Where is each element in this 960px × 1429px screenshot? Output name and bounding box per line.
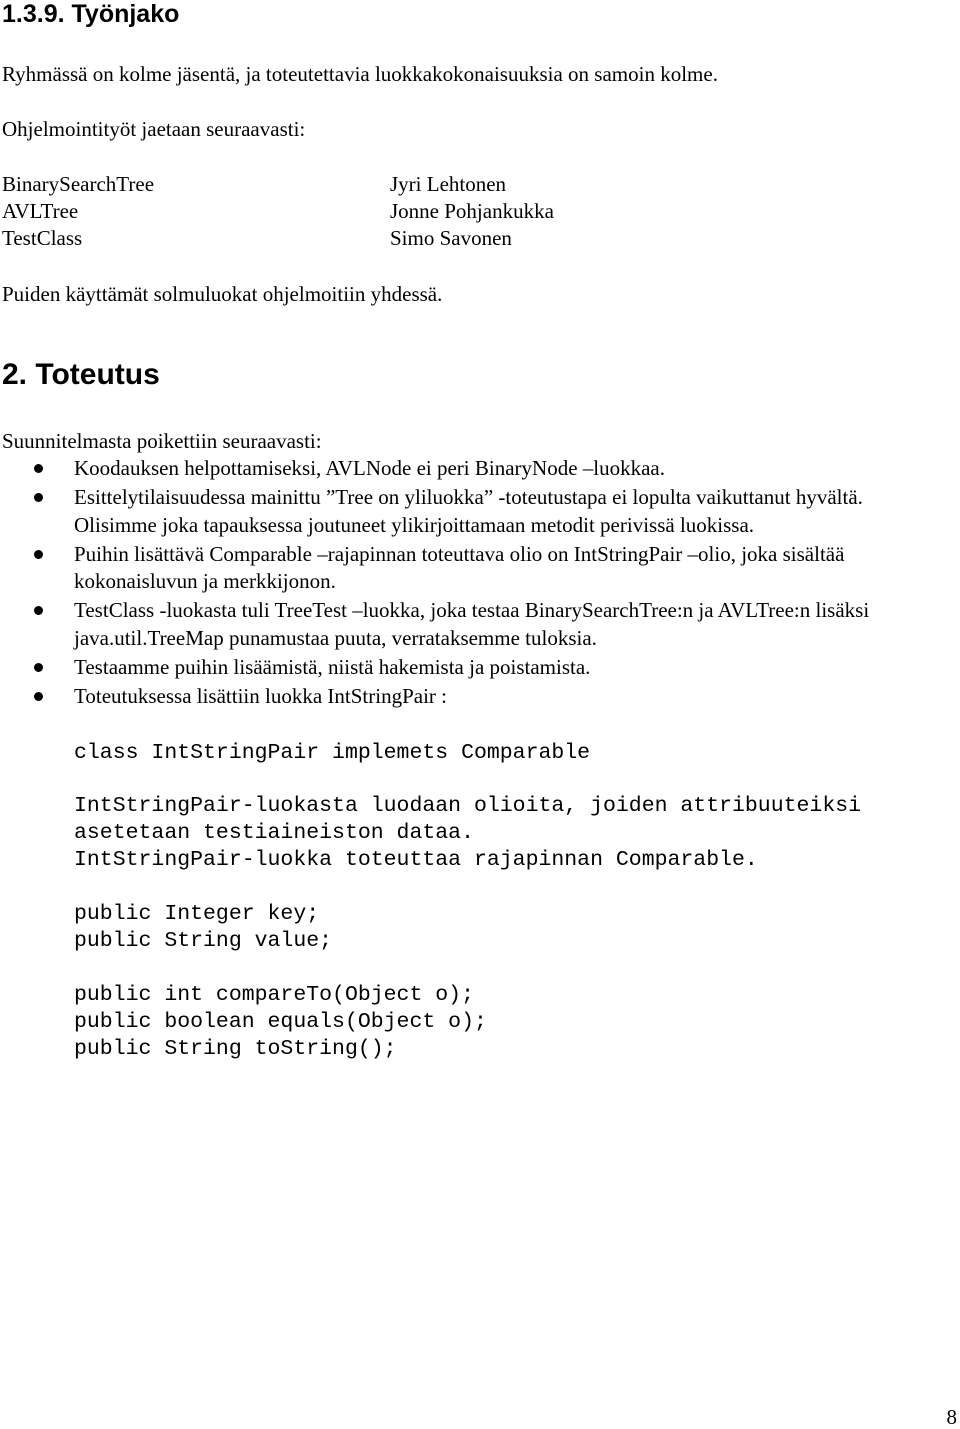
bullet-text: Koodauksen helpottamiseksi, AVLNode ei peri BinaryNode –luokkaa. <box>74 456 665 480</box>
bullet-icon <box>34 606 43 615</box>
code-line: class IntStringPair implemets Comparable <box>74 741 591 765</box>
list-item <box>0 541 944 596</box>
code-methods <box>74 982 487 1063</box>
code-line: public int compareTo(Object o); <box>74 983 474 1007</box>
bullet-text: TestClass -luokasta tuli TreeTest –luokka, joka testaa BinarySearchTree:n ja AVLTree:n lisäksi java.util.TreeMap punamustaa puuta, verrataksemme tuloksia. <box>74 598 870 650</box>
deviation-bullet-list <box>0 455 960 712</box>
code-line: IntStringPair-luokasta luodaan olioita, joiden attribuuteiksi <box>74 794 862 818</box>
shared-node-classes-note: Puiden käyttämät solmuluokat ohjelmoitiin yhdessä. <box>2 282 443 306</box>
code-line: asetetaan testiaineiston dataa. <box>74 821 474 845</box>
section-heading-tyonjako: 1.3.9. Työnjako <box>2 0 180 28</box>
assignment-class-name: BinarySearchTree <box>2 172 155 196</box>
list-item <box>0 597 944 652</box>
assignment-class-name: AVLTree <box>2 199 79 223</box>
assignment-class-name: TestClass <box>2 226 83 250</box>
section-heading-toteutus: 2. Toteutus <box>2 358 160 391</box>
code-line: public String value; <box>74 929 333 953</box>
bullet-text: Esittelytilaisuudessa mainittu ”Tree on yliluokka” -toteutustapa ei lopulta vaikuttanut hyvältä. Olisimme joka tapauksessa joutuneet ylikirjoittamaan metodit perivissä luokissa. <box>74 485 863 537</box>
assignment-lead: Ohjelmointityöt jaetaan seuraavasti: <box>2 117 306 141</box>
bullet-text: Puihin lisättävä Comparable –rajapinnan toteuttava olio on IntStringPair –olio, joka sisältää kokonaisluvun ja merkkijonon. <box>74 541 845 593</box>
bullet-text: Toteutuksessa lisättiin luokka IntStringPair : <box>74 683 447 708</box>
code-line: public String toString(); <box>74 1037 397 1061</box>
bullet-text: Testaamme puihin lisäämistä, niistä hakemista ja poistamista. <box>74 654 591 679</box>
bullet-icon <box>34 464 43 473</box>
bullet-icon <box>34 692 43 701</box>
list-item <box>0 484 944 539</box>
code-line: public boolean equals(Object o); <box>74 1010 487 1034</box>
list-item <box>0 455 944 483</box>
code-line: IntStringPair-luokka toteuttaa rajapinnan Comparable. <box>74 848 758 872</box>
list-item <box>0 683 944 711</box>
assignment-person: Jyri Lehtonen <box>390 172 507 196</box>
bullet-icon <box>34 493 43 502</box>
bullet-icon <box>34 550 43 559</box>
deviation-lead: Suunnitelmasta poikettiin seuraavasti: <box>2 429 322 453</box>
code-class-description <box>74 793 861 874</box>
assignment-person: Simo Savonen <box>390 226 512 250</box>
assignment-person: Jonne Pohjankukka <box>390 199 554 223</box>
bullet-icon <box>34 663 43 672</box>
code-line: public Integer key; <box>74 902 320 926</box>
code-class-declaration <box>74 740 590 767</box>
list-item <box>0 654 944 682</box>
code-fields <box>74 901 332 955</box>
page-number: 8 <box>946 1405 957 1429</box>
intro-paragraph: Ryhmässä on kolme jäsentä, ja toteutettavia luokkakokonaisuuksia on samoin kolme. <box>2 62 718 86</box>
